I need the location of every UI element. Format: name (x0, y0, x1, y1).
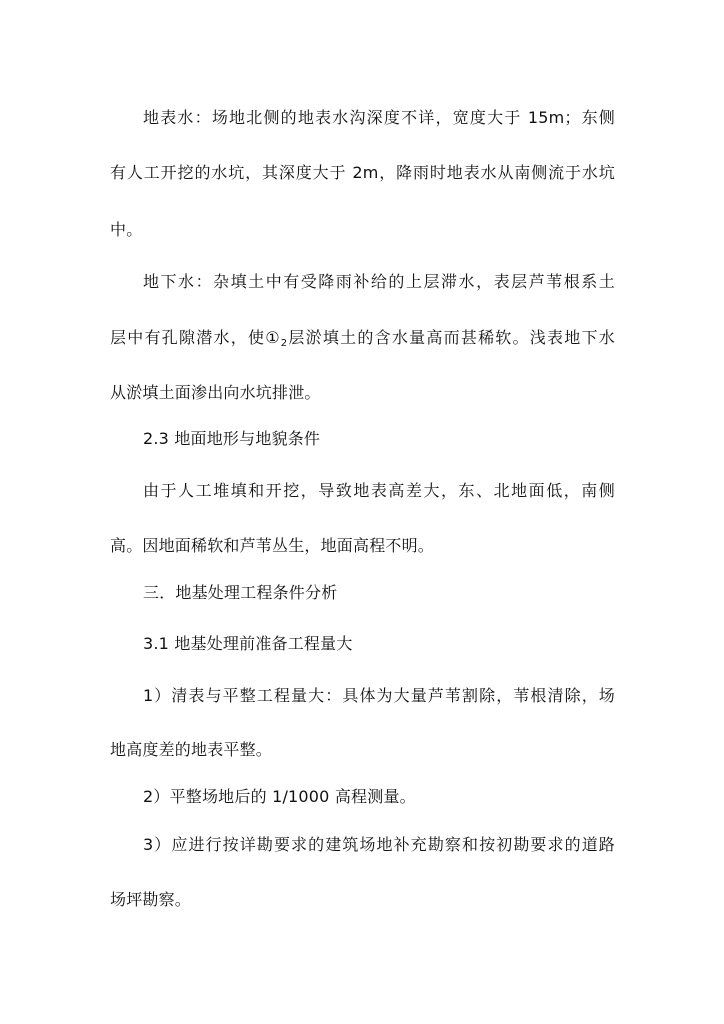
paragraph-surface-water-line-3: 中。 (110, 220, 143, 239)
heading-2-3: 2.3 地面地形与地貌条件 (143, 429, 321, 448)
heading-section-3: 三．地基处理工程条件分析 (143, 583, 338, 602)
list-item-1-line-1: 1）清表与平整工程量大：具体为大量芦苇割除，苇根清除，场 (143, 686, 615, 705)
heading-3-1: 3.1 地基处理前准备工程量大 (143, 634, 353, 653)
list-item-1-line-2: 地高度差的地表平整。 (110, 740, 273, 759)
paragraph-surface-water-line-1: 地表水：场地北侧的地表水沟深度不详，宽度大于 15m；东侧 (143, 108, 615, 127)
paragraph-groundwater-line-2 (110, 326, 615, 353)
list-item-3-line-1: 3）应进行按详勘要求的建筑场地补充勘察和按初勘要求的道路 (143, 835, 615, 854)
paragraph-terrain-line-2: 高。因地面稀软和芦苇丛生，地面高程不明。 (110, 536, 435, 555)
paragraph-groundwater-line-1: 地下水：杂填土中有受降雨补给的上层滞水，表层芦苇根系土 (143, 272, 615, 291)
list-item-2: 2）平整场地后的 1/1000 高程测量。 (143, 787, 416, 806)
paragraph-surface-water-line-2: 有人工开挖的水坑，其深度大于 2m，降雨时地表水从南侧流于水坑 (110, 163, 615, 182)
layer-subscript: 2 (280, 338, 288, 349)
paragraph-groundwater-line-3: 从淤填土面渗出向水坑排泄。 (110, 383, 321, 402)
groundwater-text-after: 层淤填土的含水量高而甚稀软。浅表地下水 (287, 328, 615, 347)
groundwater-text-before: 层中有孔隙潜水，使① (110, 328, 281, 347)
list-item-3-line-2: 场坪勘察。 (110, 890, 192, 909)
paragraph-terrain-line-1: 由于人工堆填和开挖，导致地表高差大，东、北地面低，南侧 (143, 481, 615, 500)
